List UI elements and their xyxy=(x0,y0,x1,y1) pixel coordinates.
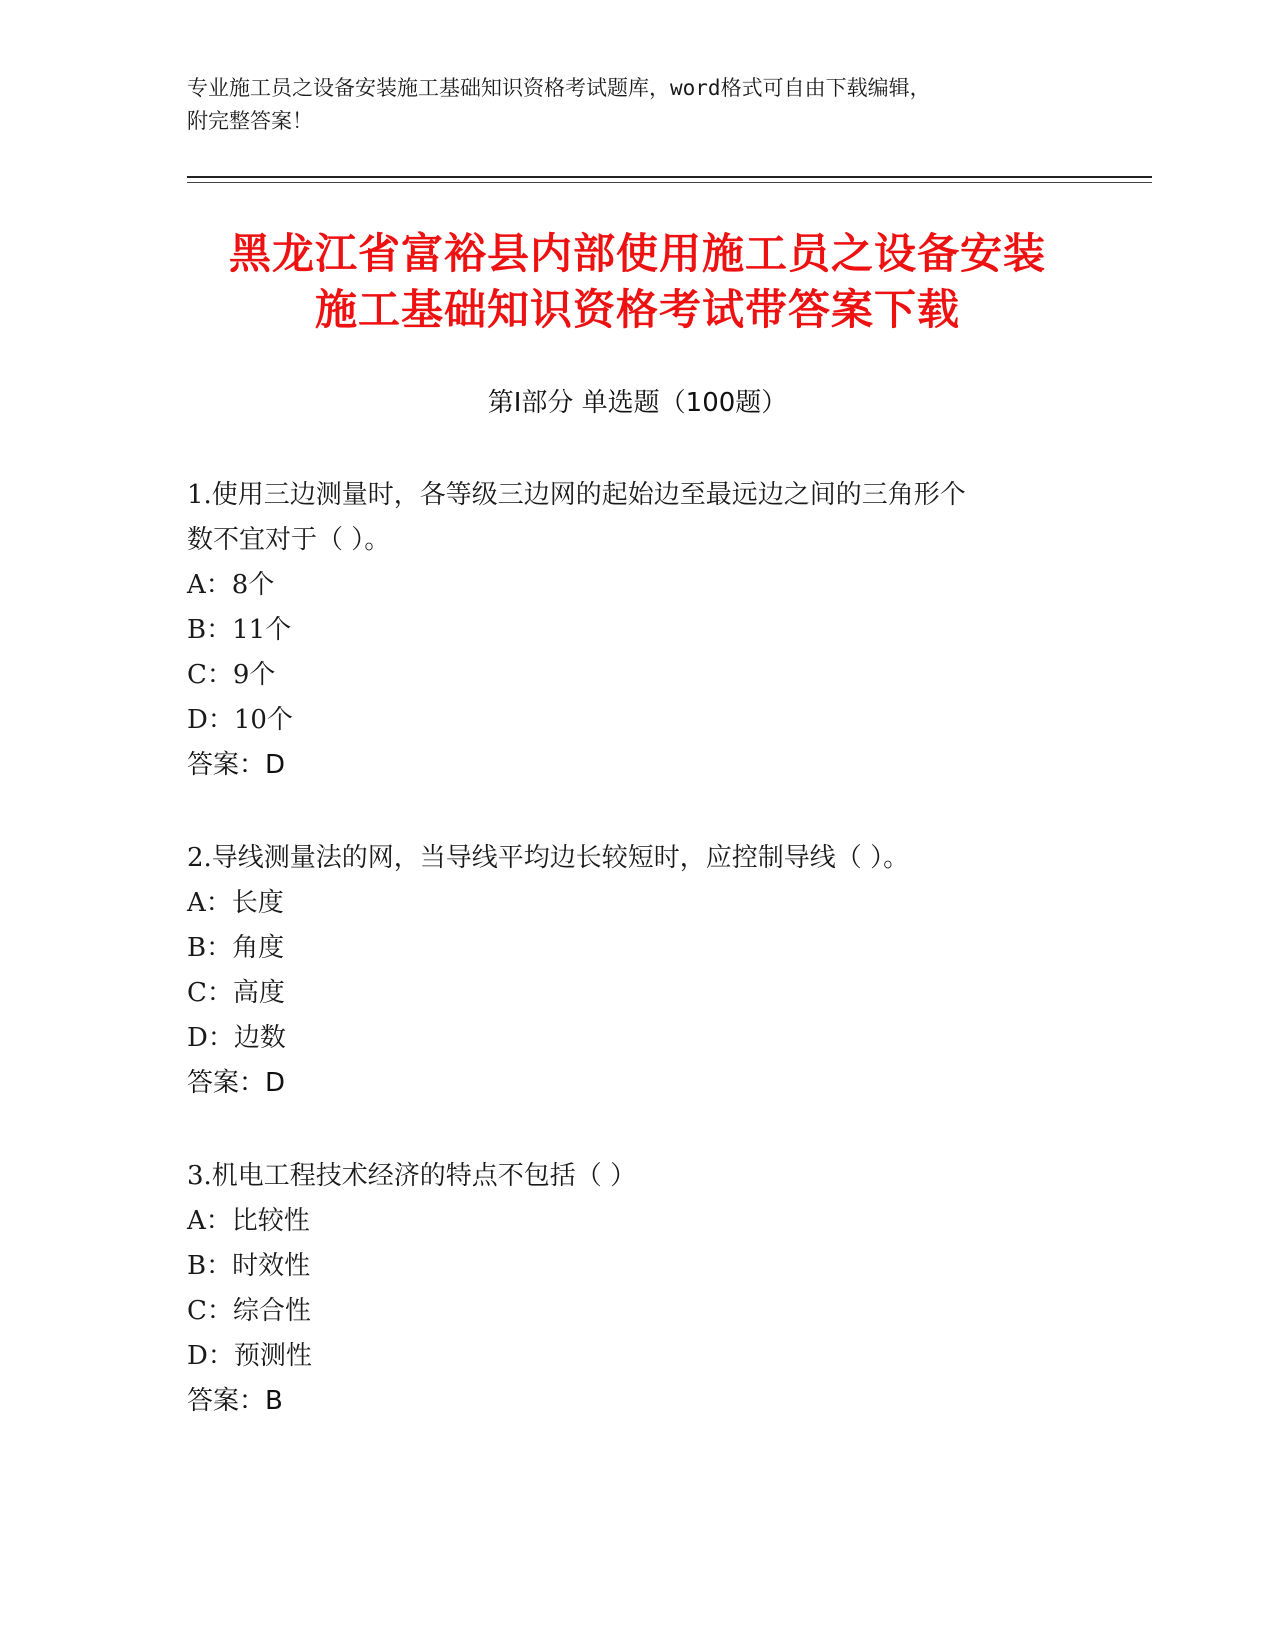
option-d: D：边数 xyxy=(187,1023,286,1053)
question-stem-line-1: 2.导线测量法的网，当导线平均边长较短时，应控制导线（ ）。 xyxy=(187,843,910,873)
answer-line: 答案：B xyxy=(187,1386,283,1416)
option-a: A：8个 xyxy=(187,570,275,600)
document-title xyxy=(100,226,1175,338)
option-b: B：11个 xyxy=(187,615,292,645)
question-stem-line-1: 3.机电工程技术经济的特点不包括（ ） xyxy=(187,1161,637,1191)
header-note-line-2: 附完整答案！ xyxy=(187,109,313,133)
section-heading: 第Ⅰ部分 单选题（100题） xyxy=(487,388,788,418)
option-a: A：长度 xyxy=(187,888,284,918)
header-note-line-1: 专业施工员之设备安装施工基础知识资格考试题库，word格式可自由下载编辑， xyxy=(187,76,931,100)
option-c: C：9个 xyxy=(187,660,276,690)
question-3 xyxy=(187,1154,1087,1424)
document-title-line-2: 施工基础知识资格考试带答案下载 xyxy=(314,285,960,334)
answer-line: 答案：D xyxy=(187,1068,286,1098)
option-c: C：综合性 xyxy=(187,1296,311,1326)
answer-line: 答案：D xyxy=(187,750,286,780)
header-divider-thin xyxy=(187,182,1152,183)
option-b: B：时效性 xyxy=(187,1251,311,1281)
question-2 xyxy=(187,836,1087,1106)
question-1 xyxy=(187,473,1087,788)
option-c: C：高度 xyxy=(187,978,285,1008)
question-stem-line-2: 数不宜对于（ ）。 xyxy=(187,525,391,555)
header-divider-thick xyxy=(187,176,1152,178)
option-b: B：角度 xyxy=(187,933,285,963)
option-a: A：比较性 xyxy=(187,1206,310,1236)
question-stem-line-1: 1.使用三边测量时，各等级三边网的起始边至最远边之间的三角形个 xyxy=(187,480,966,510)
document-title-line-1: 黑龙江省富裕县内部使用施工员之设备安装 xyxy=(228,229,1046,278)
header-note xyxy=(187,72,1087,138)
option-d: D：10个 xyxy=(187,705,293,735)
option-d: D：预测性 xyxy=(187,1341,312,1371)
